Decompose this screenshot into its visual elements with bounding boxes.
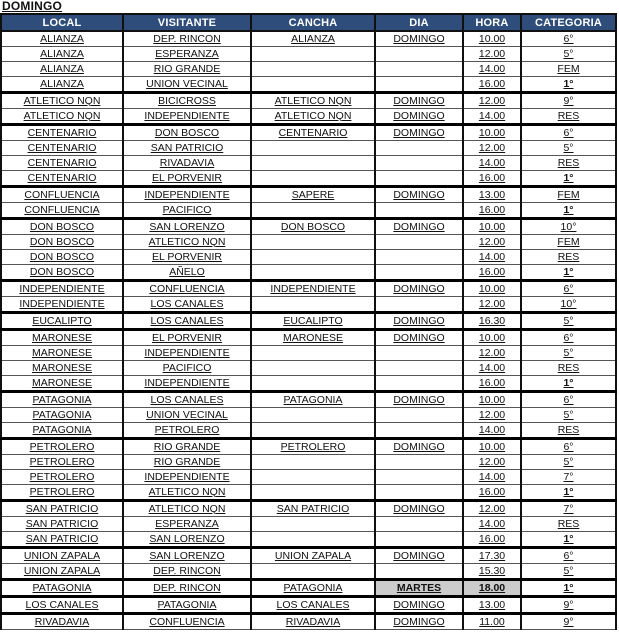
header-cancha: CANCHA <box>251 14 375 31</box>
cell-visitante: PATAGONIA <box>123 597 251 614</box>
cell-cancha <box>251 47 375 62</box>
header-visitante: VISITANTE <box>123 14 251 31</box>
table-row <box>1 376 616 392</box>
cell-visitante: UNION VECINAL <box>123 77 251 93</box>
table-row <box>1 62 616 77</box>
table-body <box>1 31 616 630</box>
table-row <box>1 109 616 125</box>
cell-categoria: 1° <box>521 265 616 281</box>
table-row <box>1 408 616 423</box>
cell-categoria: 1° <box>521 77 616 93</box>
cell-hora: 16.00 <box>463 532 521 548</box>
cell-hora: 13.00 <box>463 597 521 614</box>
cell-dia <box>375 250 463 265</box>
cell-categoria: 1° <box>521 532 616 548</box>
cell-local: ALIANZA <box>1 47 123 62</box>
cell-dia <box>375 265 463 281</box>
cell-hora: 12.00 <box>463 408 521 423</box>
cell-visitante: ESPERANZA <box>123 47 251 62</box>
cell-local: ATLETICO NQN <box>1 109 123 125</box>
cell-hora: 16.30 <box>463 313 521 330</box>
cell-local: PATAGONIA <box>1 580 123 597</box>
cell-dia <box>375 517 463 532</box>
cell-cancha <box>251 564 375 580</box>
cell-local: MARONESE <box>1 376 123 392</box>
cell-hora: 17.30 <box>463 548 521 564</box>
cell-cancha <box>251 250 375 265</box>
cell-cancha <box>251 77 375 93</box>
cell-categoria: 6° <box>521 330 616 346</box>
cell-categoria: 6° <box>521 548 616 564</box>
cell-local: DON BOSCO <box>1 265 123 281</box>
cell-cancha: MARONESE <box>251 330 375 346</box>
fixture-table <box>0 13 617 630</box>
cell-dia <box>375 346 463 361</box>
table-row <box>1 485 616 501</box>
cell-categoria: 9° <box>521 93 616 109</box>
cell-local: PATAGONIA <box>1 408 123 423</box>
cell-cancha <box>251 361 375 376</box>
table-row <box>1 455 616 470</box>
cell-hora: 16.00 <box>463 77 521 93</box>
cell-categoria: 9° <box>521 597 616 614</box>
cell-visitante: SAN LORENZO <box>123 548 251 564</box>
cell-hora: 12.00 <box>463 455 521 470</box>
cell-local: CENTENARIO <box>1 125 123 141</box>
cell-visitante: SAN PATRICIO <box>123 141 251 156</box>
cell-hora: 13.00 <box>463 187 521 203</box>
cell-visitante: RIO GRANDE <box>123 62 251 77</box>
cell-hora: 18.00 <box>463 580 521 597</box>
cell-dia: DOMINGO <box>375 330 463 346</box>
cell-dia: DOMINGO <box>375 31 463 47</box>
cell-hora: 14.00 <box>463 517 521 532</box>
cell-cancha <box>251 346 375 361</box>
cell-dia: DOMINGO <box>375 313 463 330</box>
cell-local: RIVADAVIA <box>1 614 123 630</box>
cell-categoria: RES <box>521 250 616 265</box>
table-row <box>1 47 616 62</box>
page-title: DOMINGO <box>2 0 63 13</box>
cell-local: DON BOSCO <box>1 219 123 235</box>
cell-local: CONFLUENCIA <box>1 203 123 219</box>
cell-categoria: 10° <box>521 297 616 313</box>
cell-categoria: 1° <box>521 485 616 501</box>
cell-categoria: 5° <box>521 346 616 361</box>
cell-hora: 12.00 <box>463 47 521 62</box>
cell-visitante: INDEPENDIENTE <box>123 109 251 125</box>
cell-dia <box>375 77 463 93</box>
cell-hora: 15.30 <box>463 564 521 580</box>
cell-hora: 16.00 <box>463 203 521 219</box>
cell-local: DON BOSCO <box>1 250 123 265</box>
cell-dia <box>375 376 463 392</box>
table-row <box>1 470 616 485</box>
cell-cancha <box>251 171 375 187</box>
cell-visitante: DEP. RINCON <box>123 564 251 580</box>
cell-dia <box>375 423 463 439</box>
cell-dia <box>375 203 463 219</box>
cell-cancha <box>251 376 375 392</box>
cell-hora: 10.00 <box>463 392 521 408</box>
cell-local: PETROLERO <box>1 439 123 455</box>
cell-cancha: CENTENARIO <box>251 125 375 141</box>
cell-local: DON BOSCO <box>1 235 123 250</box>
header-hora: HORA <box>463 14 521 31</box>
cell-cancha: ATLETICO NQN <box>251 109 375 125</box>
cell-cancha: DON BOSCO <box>251 219 375 235</box>
cell-categoria: RES <box>521 517 616 532</box>
cell-cancha: PETROLERO <box>251 439 375 455</box>
cell-cancha: RIVADAVIA <box>251 614 375 630</box>
table-row <box>1 346 616 361</box>
table-row <box>1 265 616 281</box>
cell-visitante: AÑELO <box>123 265 251 281</box>
cell-local: CENTENARIO <box>1 156 123 171</box>
cell-local: PETROLERO <box>1 485 123 501</box>
cell-dia: DOMINGO <box>375 597 463 614</box>
cell-dia: MARTES <box>375 580 463 597</box>
cell-categoria: RES <box>521 109 616 125</box>
cell-categoria: 7° <box>521 501 616 517</box>
cell-visitante: PACIFICO <box>123 203 251 219</box>
table-row <box>1 187 616 203</box>
cell-hora: 16.00 <box>463 171 521 187</box>
cell-hora: 10.00 <box>463 281 521 297</box>
cell-local: INDEPENDIENTE <box>1 297 123 313</box>
table-header-row <box>1 14 616 31</box>
table-row <box>1 330 616 346</box>
cell-dia <box>375 564 463 580</box>
cell-cancha <box>251 532 375 548</box>
cell-visitante: CONFLUENCIA <box>123 281 251 297</box>
table-row <box>1 125 616 141</box>
cell-local: CENTENARIO <box>1 141 123 156</box>
cell-hora: 16.00 <box>463 265 521 281</box>
cell-categoria: 6° <box>521 439 616 455</box>
cell-hora: 14.00 <box>463 62 521 77</box>
cell-hora: 16.00 <box>463 485 521 501</box>
table-row <box>1 297 616 313</box>
cell-cancha <box>251 235 375 250</box>
cell-visitante: LOS CANALES <box>123 297 251 313</box>
cell-local: LOS CANALES <box>1 597 123 614</box>
table-row <box>1 156 616 171</box>
cell-cancha <box>251 203 375 219</box>
cell-local: PATAGONIA <box>1 392 123 408</box>
cell-hora: 10.00 <box>463 330 521 346</box>
table-row <box>1 77 616 93</box>
cell-dia: DOMINGO <box>375 392 463 408</box>
cell-dia <box>375 361 463 376</box>
table-row <box>1 614 616 630</box>
cell-categoria: 7° <box>521 470 616 485</box>
cell-visitante: PACIFICO <box>123 361 251 376</box>
cell-visitante: SAN LORENZO <box>123 219 251 235</box>
cell-local: EUCALIPTO <box>1 313 123 330</box>
cell-categoria: 5° <box>521 455 616 470</box>
cell-categoria: 9° <box>521 614 616 630</box>
cell-visitante: ATLETICO NQN <box>123 501 251 517</box>
cell-cancha <box>251 423 375 439</box>
cell-cancha <box>251 517 375 532</box>
cell-visitante: RIVADAVIA <box>123 156 251 171</box>
cell-dia: DOMINGO <box>375 548 463 564</box>
cell-dia: DOMINGO <box>375 614 463 630</box>
cell-cancha <box>251 485 375 501</box>
cell-visitante: ATLETICO NQN <box>123 235 251 250</box>
cell-categoria: RES <box>521 156 616 171</box>
cell-visitante: EL PORVENIR <box>123 250 251 265</box>
cell-local: UNION ZAPALA <box>1 548 123 564</box>
cell-local: MARONESE <box>1 330 123 346</box>
cell-hora: 14.00 <box>463 156 521 171</box>
cell-dia <box>375 408 463 423</box>
cell-cancha <box>251 297 375 313</box>
cell-local: PETROLERO <box>1 455 123 470</box>
cell-local: ALIANZA <box>1 77 123 93</box>
table-row <box>1 250 616 265</box>
cell-hora: 16.00 <box>463 376 521 392</box>
cell-hora: 12.00 <box>463 93 521 109</box>
table-row <box>1 31 616 47</box>
cell-local: ALIANZA <box>1 62 123 77</box>
cell-visitante: ESPERANZA <box>123 517 251 532</box>
cell-dia: DOMINGO <box>375 281 463 297</box>
cell-local: ALIANZA <box>1 31 123 47</box>
cell-dia: DOMINGO <box>375 187 463 203</box>
cell-cancha: PATAGONIA <box>251 580 375 597</box>
cell-local: CONFLUENCIA <box>1 187 123 203</box>
cell-cancha: SAPERE <box>251 187 375 203</box>
table-row <box>1 597 616 614</box>
table-row <box>1 392 616 408</box>
cell-local: INDEPENDIENTE <box>1 281 123 297</box>
cell-hora: 10.00 <box>463 439 521 455</box>
cell-local: PETROLERO <box>1 470 123 485</box>
cell-visitante: ATLETICO NQN <box>123 485 251 501</box>
table-row <box>1 141 616 156</box>
table-row <box>1 501 616 517</box>
cell-cancha: INDEPENDIENTE <box>251 281 375 297</box>
cell-categoria: 1° <box>521 171 616 187</box>
cell-categoria: 6° <box>521 125 616 141</box>
cell-categoria: 6° <box>521 392 616 408</box>
cell-hora: 14.00 <box>463 109 521 125</box>
cell-visitante: EL PORVENIR <box>123 330 251 346</box>
cell-hora: 14.00 <box>463 423 521 439</box>
header-local: LOCAL <box>1 14 123 31</box>
cell-hora: 12.00 <box>463 501 521 517</box>
cell-dia <box>375 47 463 62</box>
cell-categoria: 5° <box>521 408 616 423</box>
cell-hora: 12.00 <box>463 141 521 156</box>
table-row <box>1 439 616 455</box>
cell-visitante: INDEPENDIENTE <box>123 376 251 392</box>
cell-local: UNION ZAPALA <box>1 564 123 580</box>
cell-dia <box>375 297 463 313</box>
cell-hora: 12.00 <box>463 235 521 250</box>
cell-categoria: FEM <box>521 62 616 77</box>
cell-categoria: FEM <box>521 187 616 203</box>
cell-cancha: PATAGONIA <box>251 392 375 408</box>
table-row <box>1 423 616 439</box>
cell-hora: 10.00 <box>463 219 521 235</box>
cell-visitante: LOS CANALES <box>123 313 251 330</box>
cell-cancha: ATLETICO NQN <box>251 93 375 109</box>
cell-categoria: 1° <box>521 203 616 219</box>
table-row <box>1 203 616 219</box>
cell-local: CENTENARIO <box>1 171 123 187</box>
cell-cancha <box>251 141 375 156</box>
cell-dia <box>375 470 463 485</box>
cell-categoria: 5° <box>521 313 616 330</box>
cell-visitante: INDEPENDIENTE <box>123 187 251 203</box>
cell-cancha: EUCALIPTO <box>251 313 375 330</box>
cell-local: SAN PATRICIO <box>1 517 123 532</box>
table-row <box>1 219 616 235</box>
table-row <box>1 361 616 376</box>
cell-dia <box>375 171 463 187</box>
cell-local: ATLETICO NQN <box>1 93 123 109</box>
cell-dia: DOMINGO <box>375 501 463 517</box>
cell-visitante: DEP. RINCON <box>123 31 251 47</box>
cell-dia <box>375 141 463 156</box>
cell-visitante: RIO GRANDE <box>123 455 251 470</box>
table-row <box>1 281 616 297</box>
cell-visitante: CONFLUENCIA <box>123 614 251 630</box>
cell-dia: DOMINGO <box>375 439 463 455</box>
cell-categoria: 1° <box>521 580 616 597</box>
cell-hora: 10.00 <box>463 125 521 141</box>
table-row <box>1 313 616 330</box>
cell-local: MARONESE <box>1 361 123 376</box>
cell-dia <box>375 156 463 171</box>
cell-dia: DOMINGO <box>375 219 463 235</box>
cell-dia: DOMINGO <box>375 125 463 141</box>
cell-categoria: RES <box>521 361 616 376</box>
cell-categoria: 6° <box>521 281 616 297</box>
cell-categoria: RES <box>521 423 616 439</box>
cell-categoria: 5° <box>521 564 616 580</box>
cell-cancha <box>251 455 375 470</box>
cell-local: MARONESE <box>1 346 123 361</box>
cell-visitante: UNION VECINAL <box>123 408 251 423</box>
cell-dia <box>375 235 463 250</box>
table-row <box>1 517 616 532</box>
cell-cancha <box>251 62 375 77</box>
cell-visitante: DON BOSCO <box>123 125 251 141</box>
cell-visitante: DEP. RINCON <box>123 580 251 597</box>
table-row <box>1 235 616 250</box>
cell-cancha <box>251 265 375 281</box>
cell-visitante: RIO GRANDE <box>123 439 251 455</box>
cell-cancha: UNION ZAPALA <box>251 548 375 564</box>
table-row <box>1 580 616 597</box>
table-row <box>1 548 616 564</box>
cell-visitante: BICICROSS <box>123 93 251 109</box>
table-row <box>1 93 616 109</box>
cell-cancha: LOS CANALES <box>251 597 375 614</box>
cell-categoria: 1° <box>521 376 616 392</box>
cell-visitante: PETROLERO <box>123 423 251 439</box>
cell-hora: 10.00 <box>463 31 521 47</box>
cell-categoria: FEM <box>521 235 616 250</box>
cell-cancha <box>251 408 375 423</box>
cell-hora: 12.00 <box>463 346 521 361</box>
cell-categoria: 5° <box>521 47 616 62</box>
cell-hora: 14.00 <box>463 250 521 265</box>
cell-hora: 14.00 <box>463 361 521 376</box>
cell-visitante: SAN LORENZO <box>123 532 251 548</box>
cell-visitante: INDEPENDIENTE <box>123 346 251 361</box>
cell-categoria: 10° <box>521 219 616 235</box>
cell-dia: DOMINGO <box>375 93 463 109</box>
cell-visitante: EL PORVENIR <box>123 171 251 187</box>
cell-visitante: LOS CANALES <box>123 392 251 408</box>
cell-cancha: ALIANZA <box>251 31 375 47</box>
cell-cancha <box>251 156 375 171</box>
table-row <box>1 171 616 187</box>
table-row <box>1 564 616 580</box>
cell-dia <box>375 532 463 548</box>
cell-categoria: 6° <box>521 31 616 47</box>
cell-cancha <box>251 470 375 485</box>
cell-hora: 11.00 <box>463 614 521 630</box>
cell-dia <box>375 455 463 470</box>
cell-visitante: INDEPENDIENTE <box>123 470 251 485</box>
cell-hora: 14.00 <box>463 470 521 485</box>
cell-dia <box>375 62 463 77</box>
cell-categoria: 5° <box>521 141 616 156</box>
header-dia: DIA <box>375 14 463 31</box>
cell-dia <box>375 485 463 501</box>
cell-local: SAN PATRICIO <box>1 532 123 548</box>
cell-dia: DOMINGO <box>375 109 463 125</box>
cell-local: PATAGONIA <box>1 423 123 439</box>
cell-local: SAN PATRICIO <box>1 501 123 517</box>
header-categoria: CATEGORIA <box>521 14 616 31</box>
cell-cancha: SAN PATRICIO <box>251 501 375 517</box>
table-row <box>1 532 616 548</box>
cell-hora: 12.00 <box>463 297 521 313</box>
